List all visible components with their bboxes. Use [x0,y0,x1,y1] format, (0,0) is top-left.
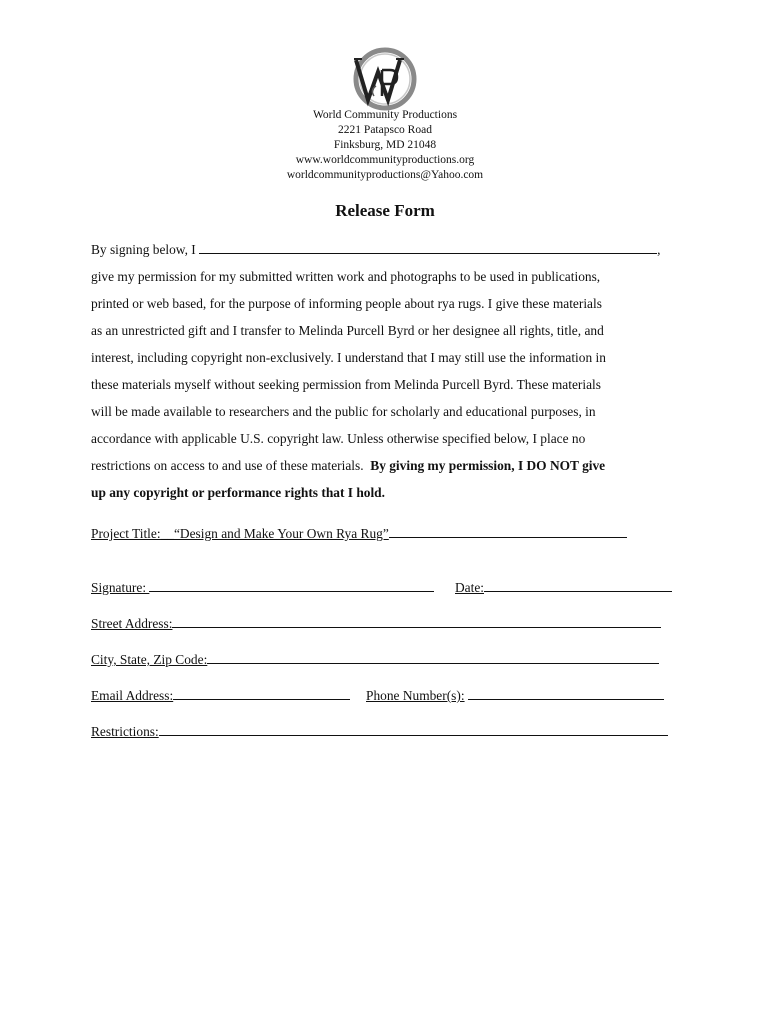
text-line: interest, including copyright non-exclusively. I understand that I may still use the information in [91,350,606,365]
org-city: Finksburg, MD 21048 [333,139,437,151]
restrictions-blank[interactable] [159,722,668,736]
street-address-field [91,614,661,632]
date-field [455,578,672,596]
restrictions-field [91,722,668,740]
phone-number-field [366,686,664,704]
project-title-field [91,524,627,542]
intro-line [91,236,691,263]
city-state-zip-label: City, State, Zip Code: [91,652,208,667]
name-blank[interactable] [199,240,657,254]
phone-number-blank[interactable] [468,686,664,700]
text-line: as an unrestricted gift and I transfer to Melinda Purcell Byrd or her designee all rights, title, and [91,323,604,338]
text-line: accordance with applicable U.S. copyright law. Unless otherwise specified below, I place no [91,431,586,446]
date-label: Date: [455,580,484,595]
city-state-zip-blank[interactable] [207,650,659,664]
signature-label: Signature: [91,580,150,595]
org-street: 2221 Patapsco Road [338,124,432,136]
phone-number-label: Phone Number(s): [366,688,465,703]
street-address-label: Street Address: [91,616,173,631]
form-title: Release Form [335,201,435,220]
wcp-logo-icon [352,46,420,112]
org-name: World Community Productions [312,109,458,121]
text-line: these materials myself without seeking permission from Melinda Purcell Byrd. These materials [91,377,601,392]
email-address-blank[interactable] [173,686,350,700]
release-text [91,236,691,506]
intro-prefix: By signing below, I [91,242,196,257]
org-email: worldcommunityproductions@Yahoo.com [286,169,484,181]
email-address-label: Email Address: [91,688,174,703]
text-line: printed or web based, for the purpose of informing people about rya rugs. I give these materials [91,296,602,311]
text-normal: restrictions on access to and use of these materials. [91,458,371,473]
text-line [91,452,691,479]
project-title-label: Project Title: [91,526,161,541]
email-address-field [91,686,350,704]
street-address-blank[interactable] [172,614,661,628]
intro-suffix: , [657,242,661,257]
org-website: www.worldcommunityproductions.org [295,154,475,166]
text-line: will be made available to researchers and the public for scholarly and educational purposes, in [91,404,596,419]
text-bold: By giving my permission, I DO NOT give [370,458,606,473]
project-title-value: __“Design and Make Your Own Rya Rug” [160,526,389,541]
restrictions-label: Restrictions: [91,724,159,739]
organization-header [0,108,770,183]
date-blank[interactable] [484,578,672,592]
text-line: give my permission for my submitted written work and photographs to be used in publications, [91,269,601,284]
signature-blank[interactable] [149,578,434,592]
text-line-bold: up any copyright or performance rights that I hold. [91,485,385,500]
project-title-blank[interactable] [389,524,627,538]
signature-field [91,578,434,596]
city-state-zip-field [91,650,659,668]
